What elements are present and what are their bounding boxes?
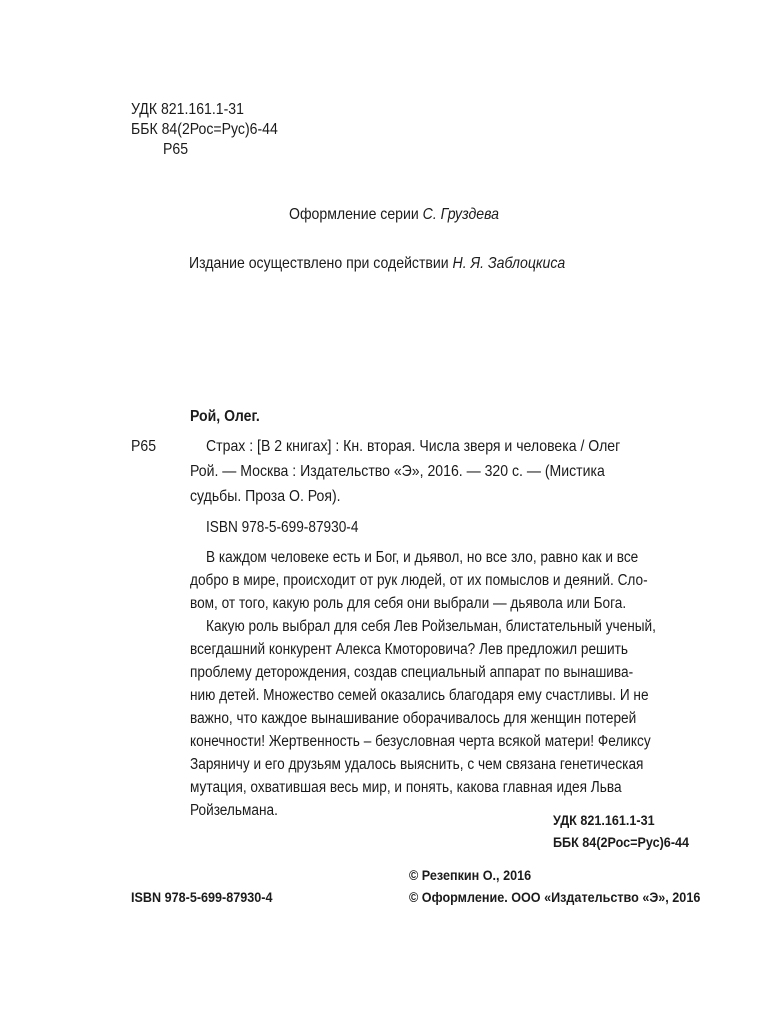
copyright-author: © Резепкин О., 2016 [409,867,532,883]
annotation-line: Какую роль выбрал для себя Лев Ройзельман, блистательный ученый, [206,618,656,635]
record-author-mark: Р65 [131,438,157,455]
annotation-line: вом, от того, какую роль для себя они выбрали — дьявола или Бога. [190,595,627,612]
bbk-code: ББК 84(2Рос=Рус)6-44 [131,121,278,138]
annotation-line: всегдашний конкурент Алекса Кмоторовича? Лев предложил решить [190,641,628,658]
record-author: Рой, Олег. [190,408,260,425]
assistance-person-name: Н. Я. Заблоцкиса [452,255,566,272]
series-designer-name: С. Груздева [422,206,499,223]
annotation-line: В каждом человеке есть и Бог, и дьявол, но все зло, равно как и все [206,549,639,566]
annotation-line: проблему деторождения, создав специальный аппарат по вынашива- [190,664,634,681]
record-title-line: Страх : [В 2 книгах] : Кн. вторая. Числа зверя и человека / Олег [206,438,621,455]
annotation-line: нию детей. Множество семей оказались благодаря ему счастливы. И не [190,687,649,704]
annotation-line: Заряничу и его друзьям удалось выяснить, с чем связана генетическая [190,756,644,773]
assistance-prefix: Издание осуществлено при содействии [189,255,449,272]
record-isbn: ISBN 978-5-699-87930-4 [206,519,359,536]
annotation-line: мутация, охватившая весь мир, и понять, какова главная идея Льва [190,779,622,796]
copyright-design: © Оформление. ООО «Издательство «Э», 2016 [409,889,701,905]
annotation-line: Ройзельмана. [190,802,278,819]
annotation-line: добро в мире, происходит от рук людей, от их помыслов и деяний. Сло- [190,572,648,589]
series-design-prefix: Оформление серии [289,206,419,223]
series-design-credit [289,204,499,226]
udk-code: УДК 821.161.1-31 [131,101,244,118]
author-mark: Р65 [163,141,189,158]
annotation-line: важно, что каждое вынашивание оборачивалось для женщин потерей [190,710,637,727]
record-title-line: Рой. — Москва : Издательство «Э», 2016. — 320 с. — (Мистика [190,463,605,480]
annotation-line: конечности! Жертвенность – безусловная черта всякой матери! Феликсу [190,733,651,750]
record-bbk-code: ББК 84(2Рос=Рус)6-44 [553,834,690,850]
record-title-line: судьбы. Проза О. Роя). [190,488,341,505]
footer-isbn: ISBN 978-5-699-87930-4 [131,889,273,905]
record-udk-code: УДК 821.161.1-31 [553,812,655,828]
assistance-credit [189,253,565,275]
